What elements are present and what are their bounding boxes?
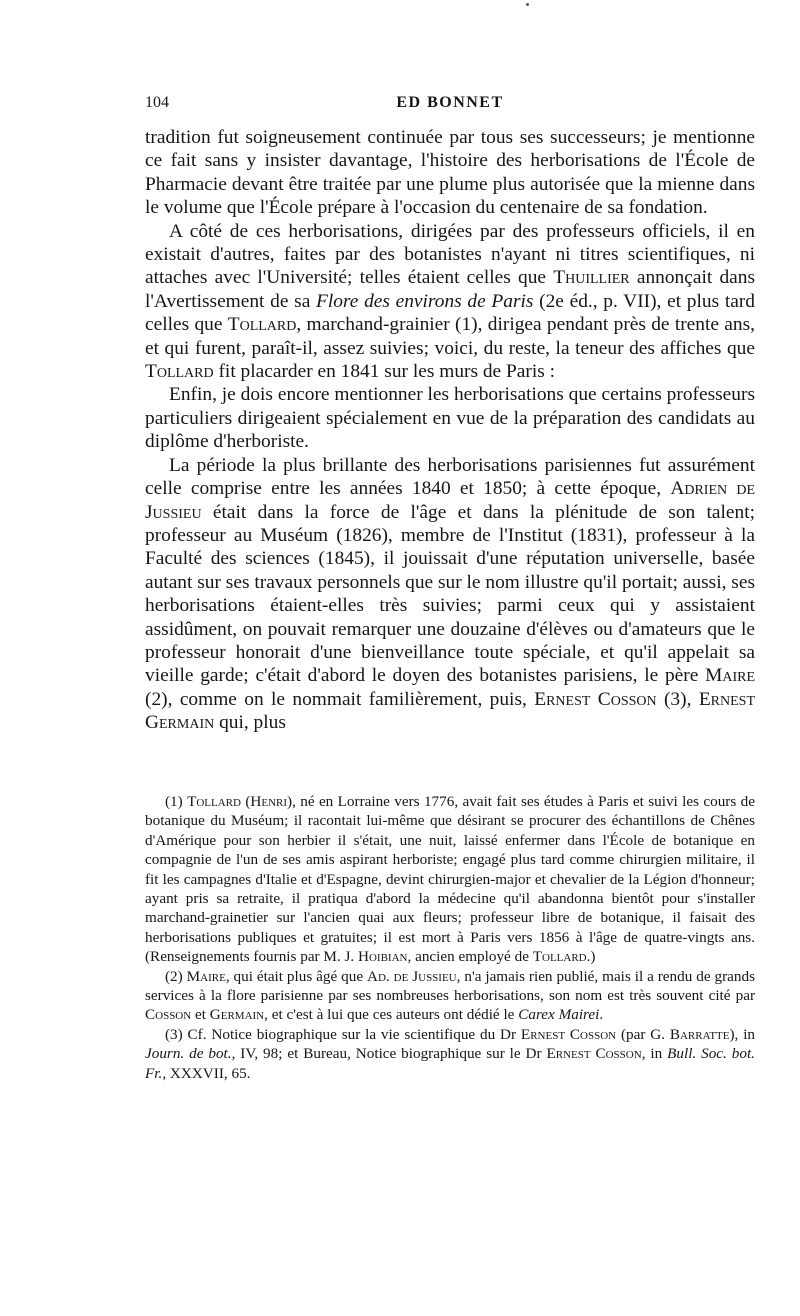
small-caps-name: Ernest Germain	[145, 688, 755, 734]
text-run: (3),	[656, 688, 699, 710]
italic-text: Carex Mairei	[518, 1006, 600, 1024]
text-run: fit placarder en 1841 sur les murs de Paris :	[213, 361, 556, 383]
text-run: était dans la force de l'âge et dans la plénitude de son talent; professeur au Muséum (1826), membre de l'Institut (1831), professeur à la Faculté des sciences (1845), il jouissait d'une réputation universelle, basée autant sur ses travaux personnels que sur le nom illustre qu'il portait; aussi, ses herborisations étaient-elles très suivies; parmi ceux qui y assistaient assidûment, on pouvait remarquer une douzaine d'élèves ou d'amateurs que le professeur honorait d'une bienveillance toute spéciale, et qu'il appelait sa vieille garde; c'était d'abord le doyen des botanistes parisiens, le père	[145, 501, 755, 687]
text-run: , qui était plus âgé que	[225, 967, 367, 985]
small-caps-name: Germain	[209, 1006, 265, 1024]
page-number: 104	[145, 94, 169, 111]
text-run: (3) Cf. Notice biographique sur la vie scientifique du Dr	[165, 1025, 521, 1043]
text-run: annonçait dans l'Avertissement de sa	[145, 267, 755, 312]
text-run: , marchand-grainier (1), dirigea pendant près de trente ans, et qui furent, paraît-il, assez suivies; voici, du reste, la teneur des affiches que	[145, 314, 755, 359]
body-paragraph	[145, 126, 755, 220]
text-run: (1)	[165, 793, 188, 810]
small-caps-name: Maire	[186, 967, 226, 985]
text-run: La période la plus brillante des herborisations parisiennes fut assurément celle comprise entre les années 1840 et 1850; à cette époque,	[145, 454, 755, 500]
italic-text: Bull. Soc. bot. Fr.	[145, 1045, 755, 1082]
text-run: .)	[586, 948, 596, 966]
small-caps-name: Barratte	[669, 1025, 730, 1043]
text-run: , n'a jamais rien publié, mais il a rendu de grands services à la flore parisienne par ses nombreuses herborisations, son nom est très souvent cité par	[145, 967, 755, 1005]
small-caps-name: Ernest Cosson	[520, 1025, 617, 1043]
page-header	[145, 94, 755, 118]
text-run: A côté de ces herborisations, dirigées par des professeurs officiels, il en existait d'autres, faites par des botanistes n'ayant ni titres scientifiques, ni attaches avec l'Université; telles étaient celles que	[145, 220, 755, 289]
small-caps-name: Ernest Cosson	[546, 1045, 642, 1063]
body-paragraph	[145, 454, 755, 735]
small-caps-name: Maire	[705, 665, 755, 687]
footnote	[145, 1025, 755, 1083]
text-run: Enfin, je dois encore mentionner les herborisations que certains professeurs particuliers dirigeaient spécialement en vue de la préparation des candidats au diplôme d'herboriste.	[145, 384, 755, 453]
main-text	[145, 126, 755, 735]
text-run: (2)	[165, 967, 187, 985]
text-run: qui, plus	[214, 712, 286, 734]
small-caps-name: Tollard	[532, 948, 587, 966]
text-run: (par G.	[616, 1025, 670, 1043]
text-run: (2e éd., p. VII), et plus tard celles que	[145, 290, 755, 336]
running-title: ED BONNET	[396, 94, 504, 111]
small-caps-name: Cosson	[145, 1006, 192, 1024]
text-run: ), in	[729, 1025, 756, 1043]
small-caps-name: Tollard	[227, 314, 297, 336]
body-paragraph	[145, 383, 755, 453]
small-caps-name: Hoibian	[358, 948, 408, 966]
text-run: tradition fut soigneusement continuée par tous ses successeurs; je mentionne ce fait sans y insister davantage, l'histoire des herborisations de l'École de Pharmacie devant être traitée par une plume plus autorisée que la mienne dans le volume que l'École prépare à l'occasion du centenaire de sa fondation.	[145, 127, 755, 219]
small-caps-name: Tollard	[145, 361, 214, 383]
small-caps-name: Ad. de Jussieu	[367, 967, 457, 985]
text-run: , ancien employé de	[407, 948, 533, 966]
text-run: , IV, 98; et Bureau, Notice biographique sur le Dr	[231, 1045, 547, 1063]
footnotes	[145, 792, 755, 1083]
text-run: et	[191, 1006, 210, 1024]
small-caps-name: Adrien de Jussieu	[145, 478, 756, 523]
small-caps-name: Ernest Cosson	[534, 688, 657, 710]
italic-text: Flore des environs de Paris	[316, 290, 534, 312]
text-run: , né en Lorraine vers 1776, avait fait ses études à Paris et suivi les cours de botanique du Muséum; il racontait lui-même que désirant se procurer des échantillons de Chênes d'Amérique pour son herbier il s'était, une nuit, laissé enfermer dans l'École de botanique en compagnie de l'un de ses amis aspirant herboriste; engagé plus tard comme chirurgien militaire, il fit les campagnes d'Italie et d'Espagne, devint chirurgien-major et chevalier de la Légion d'honneur; ayant pris sa retraite, il pratiqua d'abord la médecine qu'il abandonna bientôt pour s'installer marchand-grainetier sur l'ancien quai aux fleurs; professeur libre de botanique, il faisait des herborisations publiques et gratuites; il est mort à Paris vers 1856 à l'âge de quatre-vingts ans. (Renseignements fournis par M. J.	[145, 793, 755, 966]
italic-text: Journ. de bot.	[145, 1045, 232, 1063]
footnote	[145, 967, 755, 1025]
page-mark	[526, 3, 529, 6]
body-paragraph	[145, 220, 755, 384]
small-caps-name: Tollard (Henri)	[187, 793, 293, 810]
text-run: .	[599, 1006, 604, 1024]
text-run: (2), comme on le nommait familièrement, puis,	[145, 688, 535, 710]
text-run: , XXXVII, 65.	[162, 1064, 251, 1082]
footnote	[145, 792, 755, 967]
text-run: , et c'est à lui que ces auteurs ont dédié le	[264, 1006, 519, 1024]
text-run: , in	[641, 1045, 668, 1063]
small-caps-name: Thuillier	[553, 267, 630, 289]
